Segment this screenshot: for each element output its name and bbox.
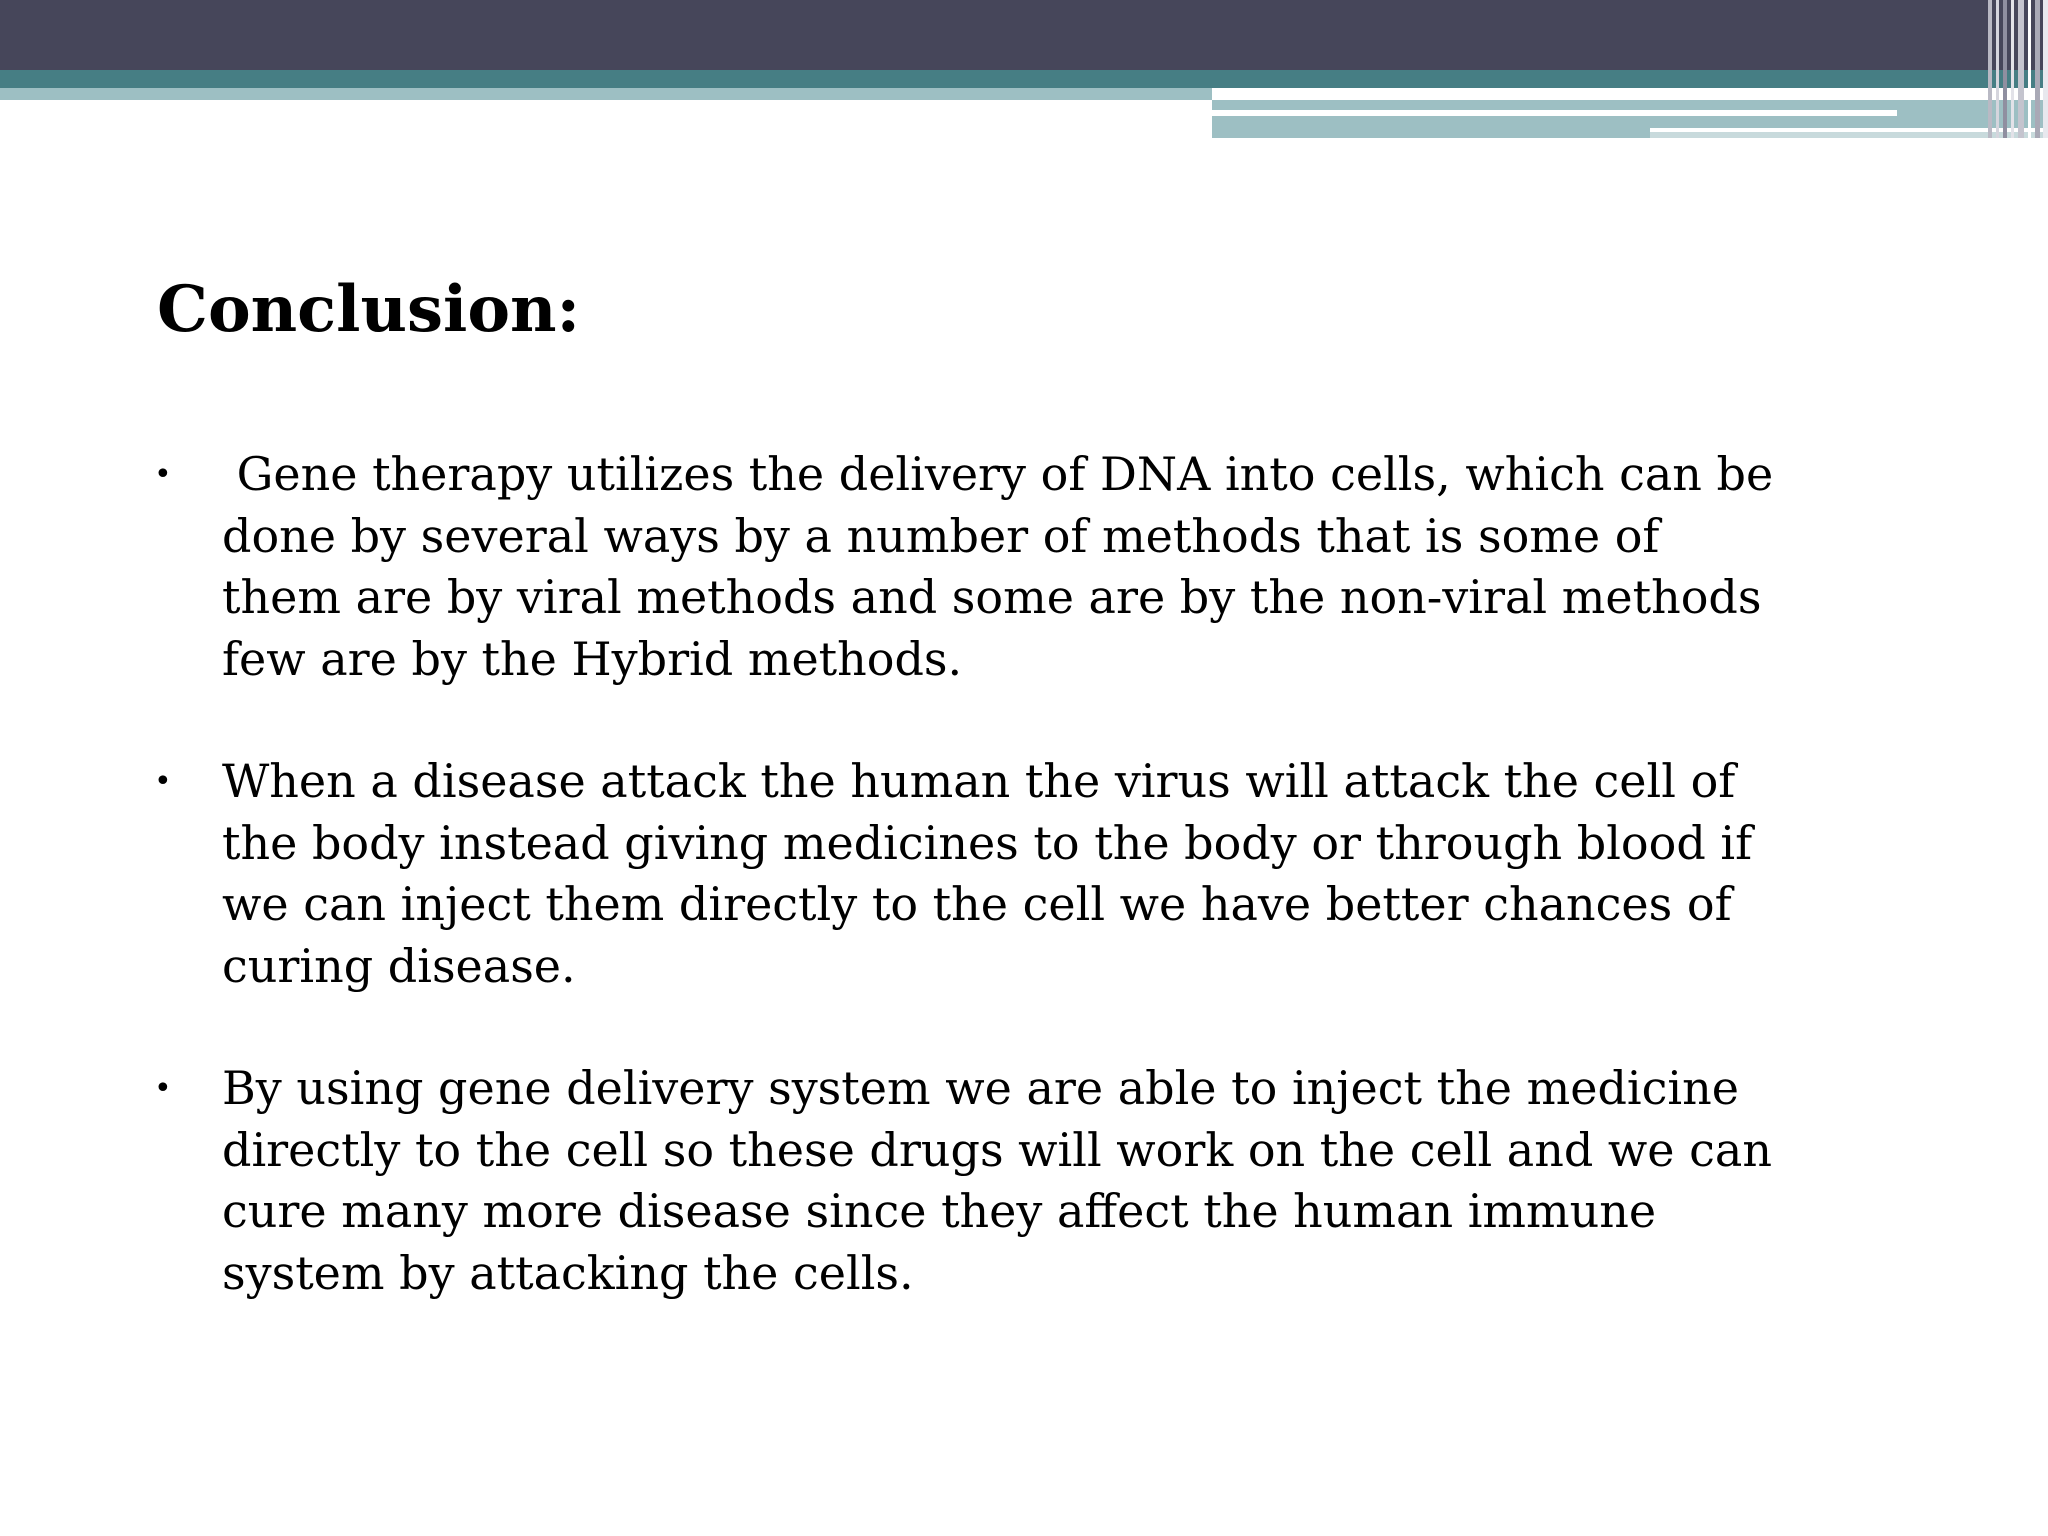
bullet-item-gene-delivery (148, 1058, 1778, 1304)
header-band-teal (0, 70, 2048, 88)
bullet-marker: • (154, 764, 172, 799)
header-vertical-stripe (2011, 0, 2014, 138)
header-vertical-stripe (2035, 0, 2040, 138)
bullet-text: When a disease attack the human the virus will attack the cell of the body instead giving medicines to the body or through blood if we can inject them directly to the cell we have better chances of curing disease. (222, 754, 1753, 993)
header-white-strip (1212, 110, 1897, 116)
slide-title: Conclusion: (157, 272, 581, 347)
header-vertical-stripe (2028, 0, 2031, 138)
bullet-marker: • (154, 1071, 172, 1106)
header-vertical-stripe (1988, 0, 1992, 138)
bullet-marker: • (154, 457, 172, 492)
bullet-item-disease (148, 751, 1778, 997)
header-band-under-right (1212, 128, 1650, 138)
bullet-list (148, 444, 1788, 1365)
header-band-dark (0, 0, 2048, 70)
bullet-item-delivery (148, 444, 1788, 690)
header-vertical-stripe (1996, 0, 1999, 138)
header-vertical-stripe (2043, 0, 2048, 138)
header-band-light-left (0, 88, 1212, 100)
header-vertical-stripe (2018, 0, 2024, 138)
header-vertical-stripe (2003, 0, 2007, 138)
bullet-text: By using gene delivery system we are able to inject the medicine directly to the cell so these drugs will work on the cell and we can cure many more disease since they affect the human immune system by attacking the cells. (222, 1061, 1772, 1300)
bullet-text: Gene therapy utilizes the delivery of DNA into cells, which can be done by several ways by a number of methods that is some of them are by viral methods and some are by the non-viral methods few are by the Hybrid methods. (222, 447, 1788, 686)
